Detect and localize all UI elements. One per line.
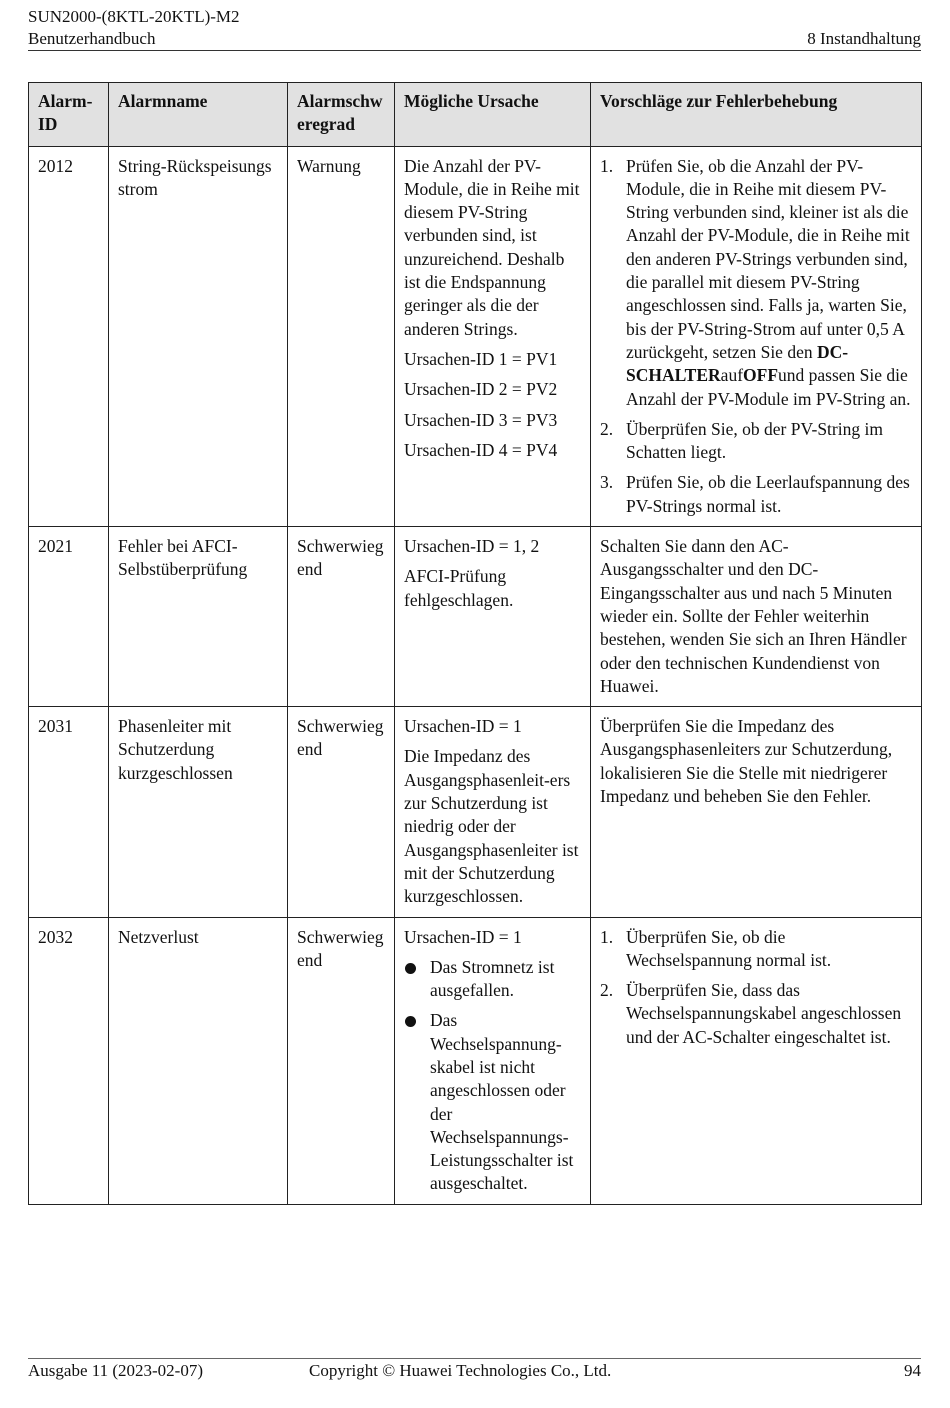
step-number: 1. (600, 926, 614, 947)
cause-text: AFCI-Prüfung fehlgeschlagen. (404, 566, 514, 610)
page-number: 94 (904, 1361, 921, 1380)
suggestion-steps (600, 926, 912, 1049)
bullet-icon (405, 963, 416, 974)
step-text: und passen Sie die Anzahl der PV-Module im PV-String an. (626, 365, 911, 409)
alarm-cause (395, 146, 591, 526)
cause-id: Ursachen-ID 1 = PV1 (404, 348, 558, 369)
suggestion-step (600, 418, 912, 465)
product-name: SUN2000-(8KTL-20KTL)-M2 (28, 7, 240, 26)
header-alarm-id: Alarm-ID (29, 83, 109, 147)
manual-title: Benutzerhandbuch (28, 29, 156, 48)
page-header (28, 6, 921, 51)
alarm-table (28, 82, 922, 1205)
step-number: 3. (600, 472, 614, 493)
alarm-suggestion: Überprüfen Sie die Impedanz des Ausgangsphasenleiters zur Schutzerdung, lokalisieren Sie die Stelle mit niedrigerer Impedanz und beheben Sie den Fehler. (591, 707, 922, 917)
step-text: Überprüfen Sie, ob die Wechselspannung normal ist. (626, 926, 832, 970)
bullet-text: Das Stromnetz ist ausgefallen. (430, 956, 555, 1001)
step-text: auf (720, 365, 744, 386)
alarm-cause (395, 917, 591, 1204)
header-severity: Alarmschweregrad (288, 83, 395, 147)
page-footer (28, 1358, 921, 1385)
copyright-notice: Copyright © Huawei Technologies Co., Ltd. (309, 1361, 612, 1380)
cause-bullet (404, 1009, 581, 1195)
alarm-id: 2032 (29, 917, 109, 1204)
alarm-id: 2012 (29, 146, 109, 526)
alarm-name: Fehler bei AFCI-Selbstüberprüfung (109, 527, 288, 707)
cause-id: Ursachen-ID 2 = PV2 (404, 379, 558, 400)
off-term: OFF (743, 365, 779, 386)
alarm-id: 2021 (29, 527, 109, 707)
step-text: Prüfen Sie, ob die Leerlaufspannung des PV-Strings normal ist. (626, 472, 910, 516)
alarm-severity: Schwerwiegend (288, 527, 395, 707)
cause-id: Ursachen-ID = 1 (404, 716, 522, 737)
cause-bullet (404, 956, 581, 1003)
edition-info: Ausgabe 11 (2023-02-07) (28, 1361, 203, 1380)
cause-id: Ursachen-ID = 1 (404, 926, 522, 947)
suggestion-steps (600, 155, 912, 518)
alarm-severity: Schwerwiegend (288, 707, 395, 917)
suggestion-step (600, 979, 912, 1049)
cause-id: Ursachen-ID 4 = PV4 (404, 439, 558, 460)
alarm-cause (395, 707, 591, 917)
table-row (29, 146, 922, 526)
header-cause: Mögliche Ursache (395, 83, 591, 147)
cause-text: Die Anzahl der PV-Module, die in Reihe mit diesem PV-String verbunden sind, ist unzureichend. Deshalb ist die Endspannung geringer als die der anderen Strings. (404, 155, 580, 339)
alarm-suggestion (591, 917, 922, 1204)
alarm-suggestion (591, 146, 922, 526)
step-number: 2. (600, 980, 614, 1001)
bullet-text: Das Wechselspannung-skabel ist nicht angeschlossen oder der Wechselspannungs-Leistungsschalter ist ausgeschaltet. (430, 1010, 574, 1194)
chapter-title: 8 Instandhaltung (807, 29, 921, 48)
step-text: Überprüfen Sie, dass das Wechselspannungskabel angeschlossen und der AC-Schalter eingeschaltet ist. (626, 980, 902, 1047)
alarm-name: Phasenleiter mit Schutzerdung kurzgeschlossen (109, 707, 288, 917)
header-alarm-name: Alarmname (109, 83, 288, 147)
step-text: Überprüfen Sie, ob der PV-String im Schatten liegt. (626, 418, 883, 463)
suggestion-step (600, 471, 912, 518)
alarm-severity: Schwerwiegend (288, 917, 395, 1204)
cause-id: Ursachen-ID = 1, 2 (404, 536, 540, 557)
step-number: 1. (600, 155, 614, 176)
bullet-icon (405, 1016, 416, 1027)
step-text: Prüfen Sie, ob die Anzahl der PV-Module, die in Reihe mit diesem PV-String verbunden sind, kleiner ist als die Anzahl der PV-Module, die in Reihe mit den anderen PV-Strings verbunden sind, die parallel mit diesem PV-String angeschlossen sind. Falls ja, warten Sie, bis der PV-String-Strom auf unter 0,5 A zurückgeht, setzen Sie den (626, 155, 910, 362)
table-row (29, 707, 922, 917)
alarm-severity: Warnung (288, 146, 395, 526)
step-number: 2. (600, 418, 614, 439)
dc-switch-term: DC-SCHALTER (626, 341, 849, 386)
alarm-name: Netzverlust (109, 917, 288, 1204)
alarm-name: String-Rückspeisungsstrom (109, 146, 288, 526)
cause-text: Die Impedanz des Ausgangsphasenleit-ers zur Schutzerdung ist niedrig oder der Ausgangsphasenleiter ist mit der Schutzerdung kurzgeschlossen. (404, 746, 579, 907)
table-header-row (29, 83, 922, 147)
table-row (29, 527, 922, 707)
cause-bullets (404, 956, 581, 1196)
suggestion-step (600, 155, 912, 411)
alarm-id: 2031 (29, 707, 109, 917)
header-suggestion: Vorschläge zur Fehlerbehebung (591, 83, 922, 147)
table-row (29, 917, 922, 1204)
alarm-suggestion: Schalten Sie dann den AC-Ausgangsschalter und den DC-Eingangsschalter aus und nach 5 Minuten wieder ein. Sollte der Fehler weiterhin bestehen, wenden Sie sich an Ihren Händler oder den technischen Kundendienst von Huawei. (591, 527, 922, 707)
alarm-cause (395, 527, 591, 707)
cause-id: Ursachen-ID 3 = PV3 (404, 409, 558, 430)
suggestion-step (600, 926, 912, 973)
